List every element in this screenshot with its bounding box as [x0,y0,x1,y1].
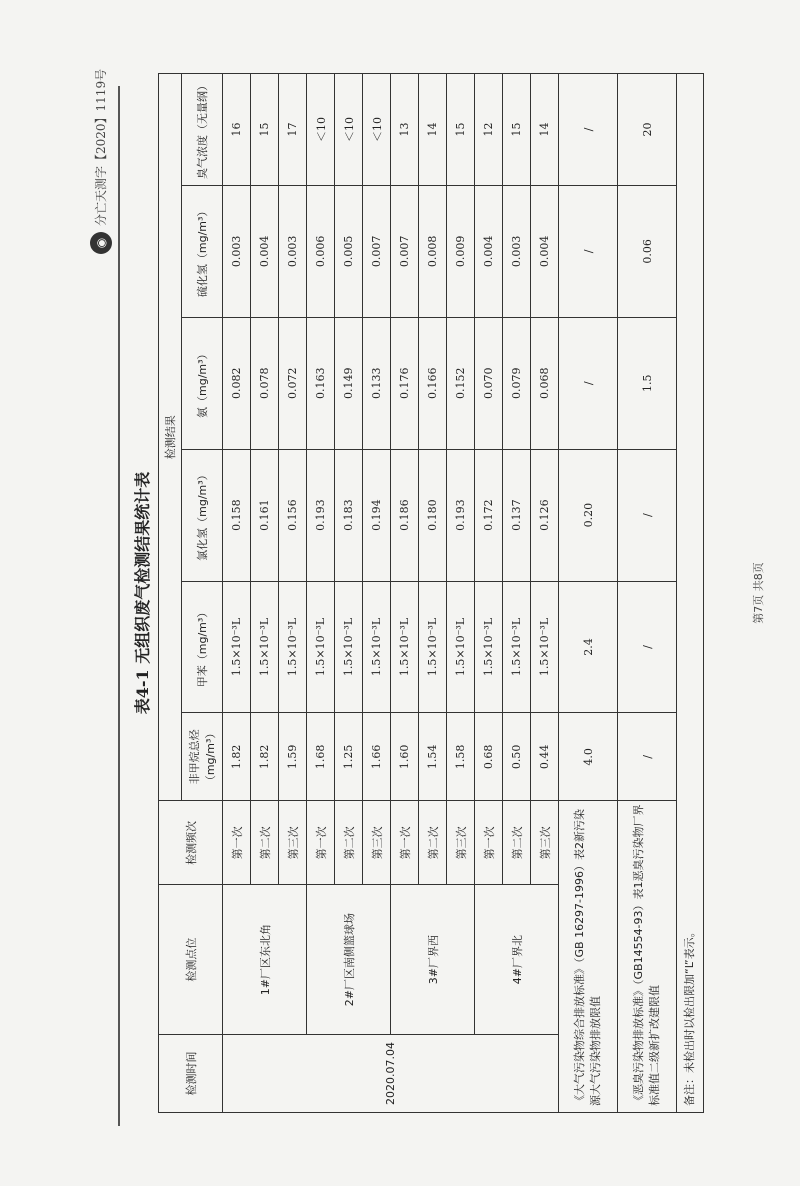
limit-cell: 1.5 [618,317,677,449]
value-cell: 1.25 [335,713,363,801]
col-header-site: 检测点位 [159,885,223,1035]
value-cell: 1.5×10⁻³L [475,581,503,713]
value-cell: 12 [475,74,503,186]
table-row [223,74,251,1113]
value-cell: 1.5×10⁻³L [251,581,279,713]
param-header: 臭气浓度（无量纲） [182,74,223,186]
site-name: 3#厂界西 [391,885,475,1035]
value-cell: 1.5×10⁻³L [391,581,419,713]
value-cell: 16 [223,74,251,186]
value-cell: 1.5×10⁻³L [363,581,391,713]
value-cell: 0.133 [363,317,391,449]
value-cell: 0.193 [447,449,475,581]
col-header-time: 检测时间 [159,1035,223,1113]
page-number: 第7页 共8页 [752,562,765,624]
value-cell: 1.5×10⁻³L [279,581,307,713]
value-cell: 0.082 [223,317,251,449]
page-header [90,68,130,1126]
frequency: 第三次 [363,801,391,885]
value-cell: 0.003 [503,185,531,317]
value-cell: 0.072 [279,317,307,449]
value-cell: 0.004 [531,185,559,317]
value-cell: 0.004 [251,185,279,317]
value-cell: 0.161 [251,449,279,581]
value-cell: 0.186 [391,449,419,581]
value-cell: 0.163 [307,317,335,449]
limit-cell: / [618,449,677,581]
value-cell: 1.54 [419,713,447,801]
value-cell: 1.5×10⁻³L [223,581,251,713]
limit-cell: / [559,74,618,186]
table-row [391,74,419,1113]
standard-row [618,74,677,1113]
value-cell: 1.5×10⁻³L [531,581,559,713]
value-cell: 1.5×10⁻³L [447,581,475,713]
limit-cell: / [559,185,618,317]
value-cell: 0.50 [503,713,531,801]
table-title: 表4-1 无组织废气检测结果统计表 [133,471,152,715]
value-cell: 0.007 [363,185,391,317]
value-cell: 0.068 [531,317,559,449]
standard-label: 《大气污染物综合排放标准》（GB 16297-1996）表2新污染源大气污染物排放限值 [559,801,618,1113]
value-cell: 0.003 [223,185,251,317]
value-cell: ＜10 [307,74,335,186]
value-cell: 0.070 [475,317,503,449]
param-header: 非甲烷总烃（mg/m³） [182,713,223,801]
value-cell: 0.007 [391,185,419,317]
test-date: 2020.07.04 [223,1035,559,1113]
value-cell: 1.82 [251,713,279,801]
value-cell: 0.193 [307,449,335,581]
value-cell: ＜10 [363,74,391,186]
value-cell: 15 [447,74,475,186]
value-cell: 1.5×10⁻³L [503,581,531,713]
site-name: 4#厂界北 [475,885,559,1035]
value-cell: 0.172 [475,449,503,581]
site-name: 2#厂区南侧篮球场 [307,885,391,1035]
value-cell: 1.66 [363,713,391,801]
value-cell: 0.006 [307,185,335,317]
value-cell: 0.008 [419,185,447,317]
value-cell: 0.005 [335,185,363,317]
value-cell: 0.079 [503,317,531,449]
table-row [475,74,503,1113]
value-cell: 0.194 [363,449,391,581]
header-divider [118,86,120,1126]
value-cell: 0.183 [335,449,363,581]
value-cell: 0.44 [531,713,559,801]
value-cell: 0.176 [391,317,419,449]
site-name: 1#厂区东北角 [223,885,307,1035]
limit-cell: / [618,581,677,713]
value-cell: 15 [251,74,279,186]
limit-cell: 4.0 [559,713,618,801]
limit-cell: / [618,713,677,801]
frequency: 第三次 [447,801,475,885]
value-cell: 17 [279,74,307,186]
value-cell: 0.180 [419,449,447,581]
frequency: 第一次 [475,801,503,885]
value-cell: 0.137 [503,449,531,581]
value-cell: 0.152 [447,317,475,449]
value-cell: 0.156 [279,449,307,581]
report-number: 分亡天测字【2020】1119号 [94,68,108,226]
value-cell: 1.60 [391,713,419,801]
value-cell: 1.58 [447,713,475,801]
value-cell: 1.5×10⁻³L [307,581,335,713]
frequency: 第一次 [391,801,419,885]
value-cell: 15 [503,74,531,186]
table-row [307,74,335,1113]
frequency: 第二次 [419,801,447,885]
value-cell: 0.126 [531,449,559,581]
limit-cell: 20 [618,74,677,186]
frequency: 第三次 [531,801,559,885]
frequency: 第二次 [335,801,363,885]
value-cell: 0.004 [475,185,503,317]
table-note: 备注：未检出时以检出限加“L”表示。 [677,74,704,1113]
value-cell: 0.009 [447,185,475,317]
value-cell: 14 [531,74,559,186]
company-logo-icon: ◉ [90,232,112,254]
standard-label: 《恶臭污染物排放标准》（GB14554-93）表1恶臭污染物厂界标准值二级新扩改建限值 [618,801,677,1113]
value-cell: 1.82 [223,713,251,801]
param-header: 氨（mg/m³） [182,317,223,449]
frequency: 第二次 [251,801,279,885]
value-cell: ＜10 [335,74,363,186]
col-header-frequency: 检测频次 [159,801,223,885]
value-cell: 1.59 [279,713,307,801]
limit-cell: 2.4 [559,581,618,713]
value-cell: 0.003 [279,185,307,317]
frequency: 第二次 [503,801,531,885]
results-table [158,73,704,1113]
limit-cell: 0.20 [559,449,618,581]
value-cell: 0.149 [335,317,363,449]
value-cell: 1.68 [307,713,335,801]
standard-row [559,74,618,1113]
param-header: 硫化氢（mg/m³） [182,185,223,317]
value-cell: 0.166 [419,317,447,449]
value-cell: 0.078 [251,317,279,449]
value-cell: 0.68 [475,713,503,801]
col-header-results: 检测结果 [159,74,182,801]
frequency: 第一次 [223,801,251,885]
value-cell: 14 [419,74,447,186]
param-header: 氯化氢（mg/m³） [182,449,223,581]
param-header: 甲苯（mg/m³） [182,581,223,713]
value-cell: 1.5×10⁻³L [419,581,447,713]
limit-cell: / [559,317,618,449]
value-cell: 1.5×10⁻³L [335,581,363,713]
value-cell: 0.158 [223,449,251,581]
frequency: 第三次 [279,801,307,885]
limit-cell: 0.06 [618,185,677,317]
value-cell: 13 [391,74,419,186]
frequency: 第一次 [307,801,335,885]
